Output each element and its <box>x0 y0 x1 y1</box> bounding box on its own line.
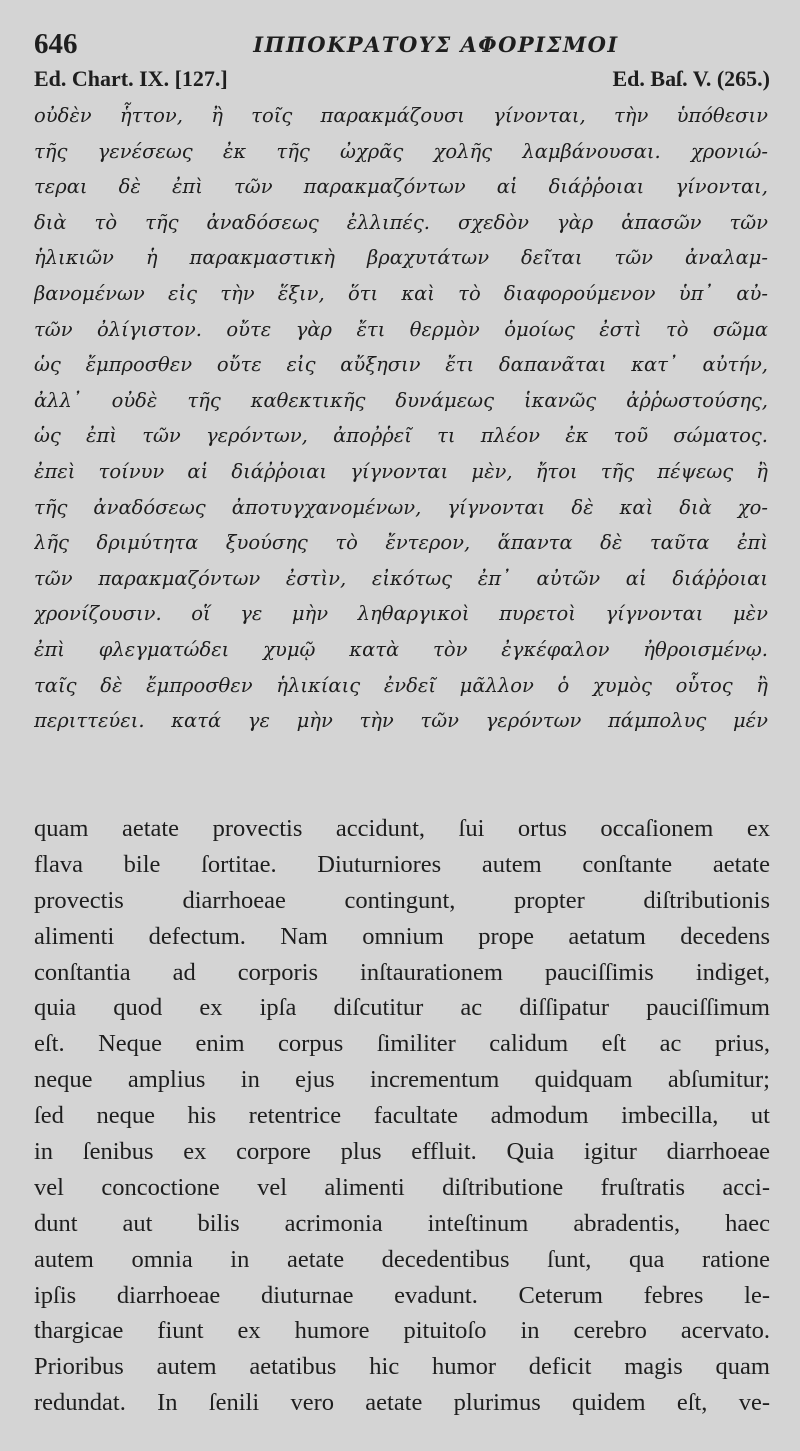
latin-text-line: autem omnia in aetate decedentibus ſunt, qua ratione <box>34 1245 770 1273</box>
latin-text-line: flava bile ſortitae. Diuturniores autem conſtante aetate <box>34 850 770 878</box>
latin-text-line: ſed neque his retentrice facultate admodum imbecilla, ut <box>34 1102 770 1130</box>
greek-text-block <box>34 98 768 739</box>
latin-text-line: redundat. In ſenili vero aetate plurimus quidem eſt, ve- <box>34 1389 770 1417</box>
edition-reference-row <box>34 66 770 96</box>
greek-text-line: ταῖς δὲ ἔμπροσθεν ἡλικίαις ἐνδεῖ μᾶλλον ὁ χυμὸς οὗτος ἢ <box>34 673 768 697</box>
latin-text-line: alimenti defectum. Nam omnium prope aetatum decedens <box>34 922 770 950</box>
latin-text-line: thargicae fiunt ex humore pituitoſo in cerebro acervato. <box>34 1317 770 1345</box>
running-title: ΙΠΠΟΚΡΑΤΟΥΣ ΑΦΟΡΙΣΜΟΙ <box>253 32 619 57</box>
page-number: 646 <box>34 28 78 60</box>
greek-text-line: περιττεύει. κατά γε μὴν τὴν τῶν γερόντων πάμπολυς μέν <box>34 709 768 733</box>
greek-text-line: ὡς ἔμπροσθεν οὔτε εἰς αὔξησιν ἔτι δαπανᾶται κατ᾽ αὐτήν, <box>34 353 768 377</box>
greek-text-line: χρονίζουσιν. οἵ γε μὴν ληθαργικοὶ πυρετοὶ γίγνονται μὲν <box>34 602 768 626</box>
page-header <box>34 26 768 62</box>
latin-text-line: ipſis diarrhoeae diuturnae evadunt. Ceterum febres le- <box>34 1281 770 1309</box>
greek-text-line: τῶν ὀλίγιστον. οὔτε γὰρ ἔτι θερμὸν ὁμοίως ἐστὶ τὸ σῶμα <box>34 317 768 341</box>
greek-text-line: βανομένων εἰς τὴν ἕξιν, ὅτι καὶ τὸ διαφορούμενον ὑπ᾽ αὐ- <box>34 281 768 305</box>
edition-basel-reference: Ed. Baſ. V. (265.) <box>612 66 770 91</box>
greek-text-line: οὐδὲν ἧττον, ἢ τοῖς παρακμάζουσι γίνονται, τὴν ὑπόθεσιν <box>34 104 768 127</box>
greek-text-line: ἐπεὶ τοίνυν αἱ διάῤῥοιαι γίγνονται μὲν, ἤτοι τῆς πέψεως ἢ <box>34 459 768 483</box>
greek-text-line: ὡς ἐπὶ τῶν γερόντων, ἀποῤῥεῖ τι πλέον ἐκ τοῦ σώματος. <box>34 424 768 448</box>
latin-text-line: quia quod ex ipſa diſcutitur ac diſſipatur pauciſſimum <box>34 994 770 1022</box>
latin-text-line: in ſenibus ex corpore plus effluit. Quia igitur diarrhoeae <box>34 1138 770 1166</box>
latin-text-line: conſtantia ad corporis inſtaurationem pauciſſimis indiget, <box>34 958 770 986</box>
greek-text-line: ἐπὶ φλεγματώδει χυμῷ κατὰ τὸν ἐγκέφαλον ἠθροισμένῳ. <box>34 637 768 661</box>
latin-text-line: vel concoctione vel alimenti diſtributione fruſtratis acci- <box>34 1173 770 1201</box>
latin-text-line: neque amplius in ejus incrementum quidquam abſumitur; <box>34 1066 770 1094</box>
latin-text-line: Prioribus autem aetatibus hic humor deficit magis quam <box>34 1353 770 1381</box>
greek-text-line: ἀλλ᾽ οὐδὲ τῆς καθεκτικῆς δυνάμεως ἱκανῶς ἀῤῥωστούσης, <box>34 388 768 412</box>
greek-text-line: ἡλικιῶν ἡ παρακμαστικὴ βραχυτάτων δεῖται τῶν ἀναλαμ- <box>34 246 768 270</box>
greek-text-line: τῆς γενέσεως ἐκ τῆς ὠχρᾶς χολῆς λαμβάνουσαι. χρονιώ- <box>34 139 768 163</box>
greek-text-line: τεραι δὲ ἐπὶ τῶν παρακμαζόντων αἱ διάῤῥοιαι γίνονται, <box>34 175 768 199</box>
greek-text-line: τῶν παρακμαζόντων ἐστὶν, εἰκότως ἐπ᾽ αὐτῶν αἱ διάῤῥοιαι <box>34 566 768 590</box>
greek-text-line: τῆς ἀναδόσεως ἀποτυγχανομένων, γίγνονται δὲ καὶ διὰ χο- <box>34 495 768 519</box>
latin-text-block <box>34 811 770 1421</box>
edition-chartier-reference: Ed. Chart. IX. [127.] <box>34 66 228 91</box>
latin-text-line: eſt. Neque enim corpus ſimiliter calidum eſt ac prius, <box>34 1030 770 1058</box>
latin-text-line: provectis diarrhoeae contingunt, propter diſtributionis <box>34 886 770 914</box>
greek-text-line: λῆς δριμύτητα ξυούσης τὸ ἔντερον, ἅπαντα δὲ ταῦτα ἐπὶ <box>34 531 768 555</box>
latin-text-line: quam aetate provectis accidunt, ſui ortus occaſionem ex <box>34 815 770 842</box>
greek-text-line: διὰ τὸ τῆς ἀναδόσεως ἐλλιπές. σχεδὸν γὰρ ἁπασῶν τῶν <box>34 210 768 234</box>
latin-text-line: dunt aut bilis acrimonia inteſtinum abradentis, haec <box>34 1209 770 1237</box>
